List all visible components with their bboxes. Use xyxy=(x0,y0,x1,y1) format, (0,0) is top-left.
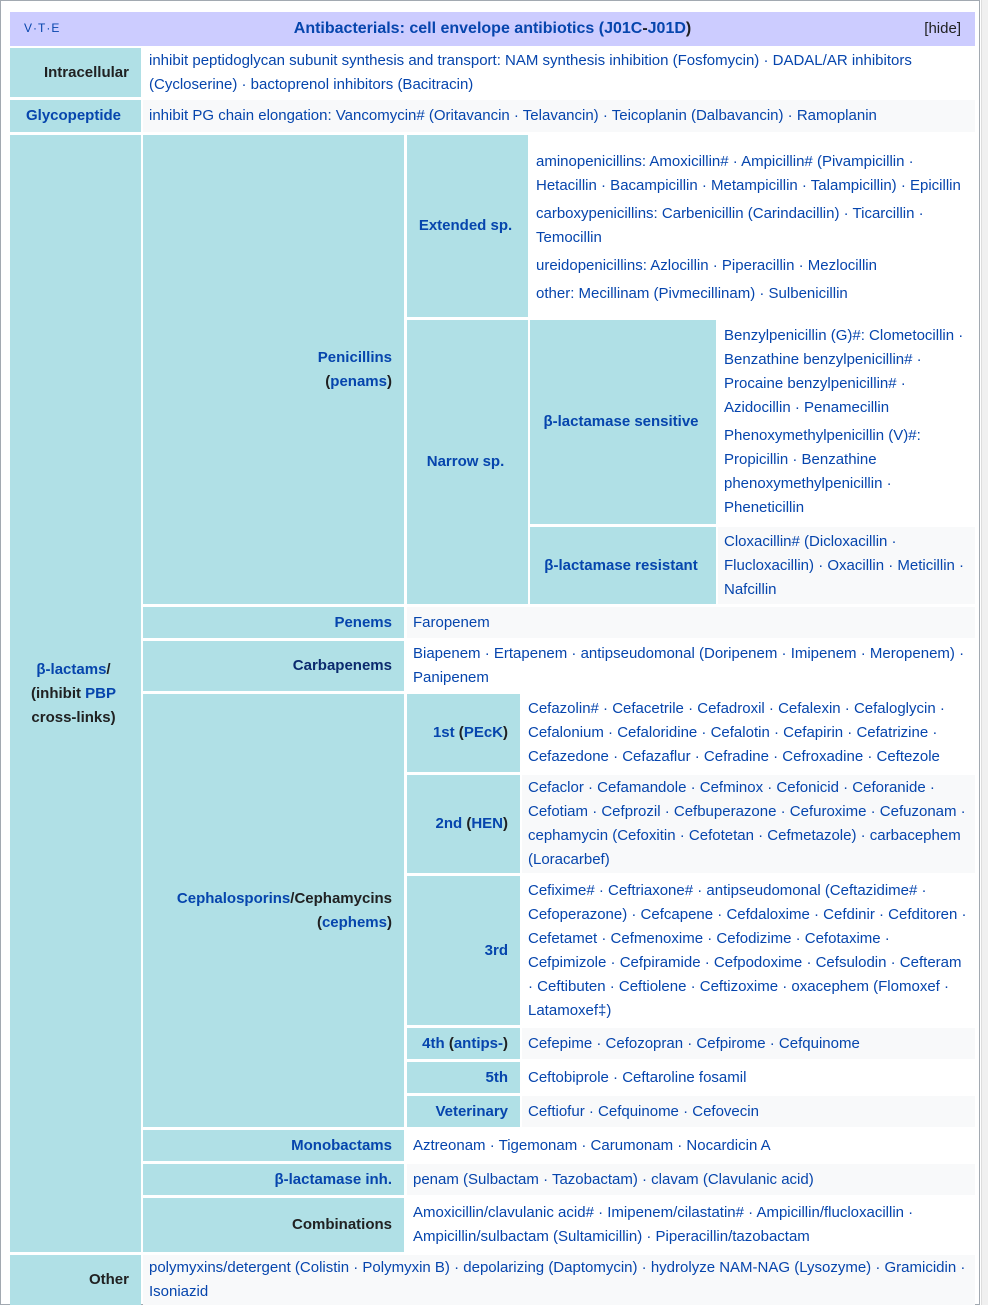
title-close: ) xyxy=(685,20,692,37)
atc-j01c-link[interactable]: J01C xyxy=(604,20,643,37)
group-combinations xyxy=(143,1198,404,1252)
list-fifth-gen xyxy=(522,1062,975,1093)
carboxypenicillins-line[interactable]: carboxypenicillins: Carbenicillin (Carindacillin) · Ticarcillin · Temocillin xyxy=(536,204,924,246)
group-narrow-spectrum[interactable] xyxy=(407,320,528,604)
fourth-gen-link[interactable]: 4th xyxy=(422,1034,445,1052)
list-text[interactable]: inhibit PG chain elongation: Vancomycin# (Oritavancin · Telavancin) · Teicoplanin (Dalbavancin) · Ramoplanin xyxy=(149,107,877,124)
hide-toggle[interactable] xyxy=(924,20,961,37)
group-monobactams[interactable] xyxy=(143,1130,404,1161)
list-extended xyxy=(530,135,975,317)
group-label[interactable]: 3rd xyxy=(484,941,508,959)
list-veterinary xyxy=(522,1096,975,1127)
group-bl-inhibitors[interactable] xyxy=(143,1164,404,1195)
group-first-gen xyxy=(407,694,520,772)
phenoxymethylpenicillin-line[interactable]: Phenoxymethylpenicillin (V)#: Propicillin · Benzathine phenoxymethylpenicillin · Pheneticillin xyxy=(724,427,921,516)
list-intracellular xyxy=(143,48,975,97)
beta-lactams-link[interactable]: β-lactams xyxy=(36,660,107,678)
group-other xyxy=(10,1255,141,1305)
group-intracellular xyxy=(10,48,141,97)
second-gen-label: 2nd (HEN) xyxy=(435,815,508,832)
list-carbapenems xyxy=(407,641,975,691)
other-penicillins-line[interactable]: other: Mecillinam (Pivmecillinam) · Sulbenicillin xyxy=(536,284,848,302)
crosslinks-text: cross-links) xyxy=(31,708,116,726)
cephalosporins-label: Cephalosporins/Cephamycins (cephems) xyxy=(176,889,392,931)
first-gen-link[interactable]: 1st xyxy=(432,724,455,741)
group-fourth-gen xyxy=(407,1028,520,1059)
penicillins-link[interactable]: Penicillins xyxy=(317,348,392,366)
group-glycopeptide[interactable] xyxy=(10,100,141,132)
penams-link[interactable]: penams xyxy=(330,372,387,390)
navbox-title xyxy=(10,20,975,38)
group-third-gen[interactable] xyxy=(407,876,520,1025)
ureidopenicillins-line[interactable]: ureidopenicillins: Azlocillin · Piperacillin · Mezlocillin xyxy=(536,256,877,274)
list-text[interactable]: Cefazolin# · Cefacetrile · Cefadroxil · Cefalexin · Cefaloglycin · Cefalonium · Cefaloridine · Cefalotin · Cefapirin · Cefatrizine · Cefazedone · Cefazaflur · Cefradine · Cefroxadine · Ceftezole xyxy=(528,700,945,765)
group-label[interactable]: β-lactamase inh. xyxy=(274,1170,392,1188)
vte-links[interactable]: V·T·E xyxy=(24,21,61,35)
group-label[interactable]: Carbapenems xyxy=(292,657,392,674)
list-combinations xyxy=(407,1198,975,1252)
peck-link[interactable]: PEcK xyxy=(463,724,503,741)
list-second-gen xyxy=(522,775,975,873)
list-bl-resistant xyxy=(718,527,975,604)
list-text[interactable]: Biapenem · Ertapenem · antipseudomonal (Doripenem · Imipenem · Meropenem) · Panipenem xyxy=(413,645,965,686)
benzylpenicillin-line[interactable]: Benzylpenicillin (G)#: Clometocillin · Benzathine benzylpenicillin# · Procaine benzylpenicillin# · Azidocillin · Penamecillin xyxy=(724,327,964,416)
list-text[interactable]: Aztreonam · Tigemonam · Carumonam · Nocardicin A xyxy=(413,1136,771,1154)
group-penicillins xyxy=(143,135,404,604)
slash: / xyxy=(106,660,111,678)
title-dash: - xyxy=(642,20,648,37)
page-scrollbar[interactable] xyxy=(981,0,988,1305)
list-text[interactable]: Amoxicillin/clavulanic acid# · Imipenem/cilastatin# · Ampicillin/flucloxacillin · Ampicillin/sulbactam (Sultamicillin) · Piperacillin/tazobactam xyxy=(413,1204,914,1245)
group-label[interactable]: Extended sp. xyxy=(418,217,513,234)
cephalosporins-link[interactable]: Cephalosporins xyxy=(176,889,291,907)
list-text[interactable]: Cefaclor · Cefamandole · Cefminox · Cefonicid · Ceforanide · Cefotiam · Cefprozil · Cefbuperazone · Cefuroxime · Cefuzonam · cephamycin (Cefoxitin · Cefotetan · Cefmetazole) · carbacephem (Loracarbef) xyxy=(528,779,966,868)
group-bl-resistant[interactable] xyxy=(530,527,716,604)
list-fourth-gen xyxy=(522,1028,975,1059)
group-label[interactable]: β-lactamase resistant xyxy=(544,556,698,574)
list-bl-inhibitors xyxy=(407,1164,975,1195)
group-fifth-gen[interactable] xyxy=(407,1062,520,1093)
cephems-link[interactable]: cephems xyxy=(321,913,387,931)
list-text[interactable]: inhibit peptidoglycan subunit synthesis and transport: NAM synthesis inhibition (Fosfomycin) · DADAL/AR inhibitors (Cycloserine) · bactoprenol inhibitors (Bacitracin) xyxy=(149,51,912,93)
group-beta-lactams xyxy=(10,135,141,1252)
list-text[interactable]: penam (Sulbactam · Tazobactam) · clavam (Clavulanic acid) xyxy=(413,1170,814,1188)
group-label[interactable]: 5th xyxy=(485,1068,508,1086)
title-text[interactable]: Antibacterials: cell envelope antibiotics ( xyxy=(293,20,605,37)
cephamycins-label: Cephamycins xyxy=(294,889,392,907)
group-label[interactable]: β-lactamase sensitive xyxy=(543,413,699,430)
group-label[interactable]: Monobactams xyxy=(291,1136,392,1154)
navbox-header xyxy=(10,12,975,46)
group-cephalosporins xyxy=(143,694,404,1127)
group-bl-sensitive[interactable] xyxy=(530,320,716,524)
list-first-gen xyxy=(522,694,975,772)
inhibit-text: (inhibit xyxy=(31,684,86,702)
hide-label[interactable]: [hide] xyxy=(924,20,961,37)
fourth-gen-label: 4th (antips-) xyxy=(422,1034,508,1052)
sensitive-lines xyxy=(724,324,969,520)
penicillins-label: Penicillins (penams) xyxy=(317,348,392,390)
list-text[interactable]: polymyxins/detergent (Colistin · Polymyxin B) · depolarizing (Daptomycin) · hydrolyze NAM-NAG (Lysozyme) · Gramicidin · Isoniazid xyxy=(149,1259,966,1300)
group-label[interactable]: Penems xyxy=(334,613,392,631)
group-carbapenems[interactable] xyxy=(143,641,404,691)
second-gen-link[interactable]: 2nd xyxy=(435,815,463,832)
list-penems xyxy=(407,607,975,638)
group-label: Other xyxy=(88,1271,129,1288)
list-text[interactable]: Cloxacillin# (Dicloxacillin · Flucloxacillin) · Oxacillin · Meticillin · Nafcillin xyxy=(724,532,965,598)
aminopenicillins-line[interactable]: aminopenicillins: Amoxicillin# · Ampicillin# (Pivampicillin · Hetacillin · Bacampicillin · Metampicillin · Talampicillin) · Epicillin xyxy=(536,152,961,194)
group-label[interactable]: Narrow sp. xyxy=(426,453,505,470)
list-monobactams xyxy=(407,1130,975,1161)
list-glycopeptide xyxy=(143,100,975,132)
beta-lactams-label xyxy=(31,658,116,730)
group-veterinary[interactable] xyxy=(407,1096,520,1127)
group-extended-spectrum[interactable] xyxy=(407,135,528,317)
group-label[interactable]: Glycopeptide xyxy=(25,107,122,124)
group-label: Intracellular xyxy=(43,63,129,81)
list-text[interactable]: Faropenem xyxy=(413,613,490,631)
group-second-gen xyxy=(407,775,520,873)
list-text[interactable]: Ceftobiprole · Ceftaroline fosamil xyxy=(528,1068,747,1086)
extended-lines xyxy=(536,150,969,306)
list-other xyxy=(143,1255,975,1305)
antips-link[interactable]: antips- xyxy=(453,1034,503,1052)
group-label[interactable]: Veterinary xyxy=(435,1102,508,1120)
list-text[interactable]: Ceftiofur · Cefquinome · Cefovecin xyxy=(528,1102,759,1120)
list-text[interactable]: Cefepime · Cefozopran · Cefpirome · Cefquinome xyxy=(528,1034,860,1052)
list-bl-sensitive xyxy=(718,320,975,524)
list-text[interactable]: Cefixime# · Ceftriaxone# · antipseudomonal (Ceftazidime# · Cefoperazone) · Cefcapene · Cefdaloxime · Cefdinir · Cefditoren · Cefetamet · Cefmenoxime · Cefodizime · Cefotaxime · Cefpimizole · Cefpiramide · Cefpodoxime · Cefsulodin · Cefteram · Ceftibuten · Ceftiolene · Ceftizoxime · oxacephem (Flomoxef · Latamoxef‡) xyxy=(528,881,967,1019)
group-penems[interactable] xyxy=(143,607,404,638)
hen-link[interactable]: HEN xyxy=(471,815,503,832)
list-third-gen xyxy=(522,876,975,1025)
atc-j01d-link[interactable]: J01D xyxy=(647,20,686,37)
group-label: Combinations xyxy=(292,1216,392,1233)
first-gen-label: 1st (PEcK) xyxy=(432,724,508,741)
pbp-link[interactable]: PBP xyxy=(85,684,116,702)
